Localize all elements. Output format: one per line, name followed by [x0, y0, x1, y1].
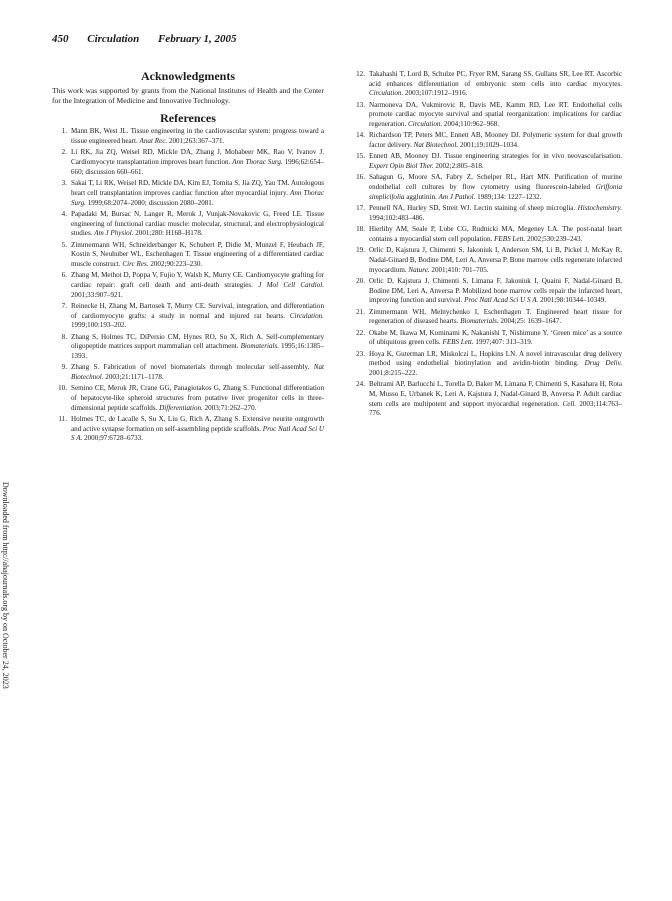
- reference-item: [350, 329, 622, 348]
- reference-item: [52, 127, 324, 146]
- reference-item: [52, 363, 324, 382]
- reference-item: [52, 271, 324, 300]
- reference-item: [350, 380, 622, 419]
- reference-text: Sahagun G, Moore SA, Fabry Z, Schelper RL, Hart MN. Purification of murine endothelial cell cultures by flow cytometry using fluorescein-labeled Griffonia simplicifolia agglutinin. Am J Pathol. 1989;134: 1227–1232.: [369, 173, 622, 201]
- reference-item: [350, 173, 622, 202]
- right-column: [350, 70, 622, 421]
- reference-text: Richardson TP, Peters MC, Ennett AB, Mooney DJ. Polymeric system for dual growth factor delivery. Nat Biotechnol. 2001;19:1029–1034.: [369, 131, 622, 150]
- reference-item: [350, 152, 622, 171]
- reference-text: Papadaki M, Bursac N, Langer R, Merok J, Vunjak-Novakovic G, Freed LE. Tissue engineering of functional cardiac muscle: molecular, structural, and electrophysiological studies. Am J Physiol. 2001;280: H168–H178.: [71, 209, 324, 238]
- download-watermark: Downloaded from http://ahajournals.org by on October 24, 2023: [1, 482, 10, 689]
- reference-text: Li RK, Jia ZQ, Weisel RD, Mickle DA, Zhang J, Mohabeer MK, Rao V, Ivanov J. Cardiomyocyte transplantation improves heart function. Ann Thorac Surg. 1996;62:654–660; discussion 660–661.: [71, 148, 325, 176]
- reference-text: Ennett AB, Mooney DJ. Tissue engineering strategies for in vivo neovascularisation. Expert Opin Biol Ther. 2002;2:805–818.: [369, 152, 622, 171]
- reference-number: 20.: [356, 276, 365, 285]
- reference-text: Hoya K, Guterman LR, Miskolczi L, Hopkins LN. A novel intravascular drug delivery method using endothelial biotinylation and avidin-biotin binding. Drug Deliv. 2001;8:215–222.: [369, 349, 622, 377]
- reference-text: Reinecke H, Zhang M, Bartosek T, Murry CE. Survival, integration, and differentiation of cardiomyocyte grafts: a study in normal and injured rat hearts. Circulation. 1999;100:193–202.: [71, 301, 324, 330]
- reference-text: Zhang S. Fabrication of novel biomaterials through molecular self-assembly. Nat Biotechnol. 2003;21:1171–1178.: [71, 363, 324, 382]
- reference-text: Zhang M, Methot D, Poppa V, Fujio Y, Walsh K, Murry CE. Cardiomyocyte grafting for cardiac repair: graft cell death and anti-death strategies. J Mol Cell Cardiol. 2001;33:907–921.: [71, 271, 324, 299]
- page-number: 450: [52, 33, 69, 45]
- reference-number: 6.: [61, 271, 67, 280]
- reference-item: [350, 204, 622, 223]
- reference-number: 21.: [356, 307, 365, 316]
- reference-text: Zimmermann WH, Melnychenko I, Eschenhagen T. Engineered heart tissue for regeneration of diseased hearts. Biomaterials. 2004;25: 1639–1647.: [369, 307, 622, 326]
- reference-item: [350, 308, 622, 327]
- reference-text: Holmes TC, de Lacalle S, Su X, Liu G, Rich A, Zhang S. Extensive neurite outgrowth and active synapse formation on self-assembling peptide scaffolds. Proc Natl Acad Sci U S A. 2000;97:6728–6733.: [71, 415, 324, 443]
- reference-text: Semino CE, Merok JR, Crane GG, Panagiotakos G, Zhang S. Functional differentiation of hepatocyte-like spheroid structures from putative liver progenitor cells in three-dimensional peptide scaffolds. Differentiation. 2003;71:262–270.: [71, 384, 324, 412]
- reference-number: 9.: [61, 363, 67, 372]
- reference-list-left: [52, 127, 324, 444]
- reference-text: Narmoneva DA, Vukmirovic R, Davis ME, Kamm RD, Lee RT. Endothelial cells promote cardiac myocyte survival and spatial reorganization: implications for cardiac regeneration. Circulation. 2004;110:962–968.: [369, 100, 622, 129]
- reference-text: Takahashi T, Lord B, Schulze PC, Fryer RM, Sarang SS, Gullans SR, Lee RT. Ascorbic acid enhances differentiation of embryonic stem cells into cardiac myocytes. Circulation. 2003;107:1912–1916.: [369, 70, 622, 98]
- reference-item: [350, 131, 622, 150]
- reference-text: Mann BK, West JL. Tissue engineering in the cardiovascular system: progress toward a tissue engineered heart. Anat Rec. 2001;263:367–371.: [71, 127, 324, 146]
- references-heading: References: [160, 110, 216, 125]
- reference-item: [52, 415, 324, 444]
- reference-item: [52, 148, 324, 177]
- reference-number: 22.: [356, 328, 365, 337]
- running-header: [52, 33, 253, 45]
- reference-number: 11.: [58, 415, 67, 424]
- reference-item: [350, 225, 622, 244]
- reference-item: [350, 70, 622, 99]
- reference-number: 1.: [61, 127, 67, 136]
- reference-item: [52, 302, 324, 331]
- reference-item: [52, 384, 324, 413]
- reference-text: Orlic D, Kajstura J, Chimenti S, Jakoniuk I, Anderson SM, Li B, Pickel J, McKay R, Nadal-Ginard B, Bodine DM, Leri A, Anversa P. Bone marrow cells regenerate infarcted myocardium. Nature. 2001;410: 701–705.: [369, 246, 622, 274]
- reference-number: 4.: [61, 209, 67, 218]
- reference-text: Okabe M, Ikawa M, Kominami K, Nakanishi T, Nishimune Y. ‘Green mice’ as a source of ubiquitous green cells. FEBS Lett. 1997;407: 313–319.: [369, 328, 622, 347]
- acknowledgments-heading: Acknowledgments: [140, 69, 235, 83]
- reference-number: 12.: [356, 70, 365, 78]
- reference-number: 3.: [61, 179, 67, 188]
- reference-item: [350, 246, 622, 275]
- reference-text: Sakai T, Li RK, Weisel RD, Mickle DA, Kim EJ, Tomita S, Jia ZQ, Yau TM. Autologous heart cell transplantation improves cardiac function after myocardial injury. Ann Thorac Surg. 1999;68:2074–2080; discussion 2080–2081.: [71, 179, 324, 207]
- journal-name: Circulation: [87, 33, 140, 45]
- reference-number: 19.: [356, 246, 365, 255]
- reference-text: Pennell NA, Hurley SD, Streit WJ. Lectin staining of sheep microglia. Histochemistry. 1994;102:483–486.: [369, 204, 622, 222]
- reference-item: [52, 179, 324, 208]
- reference-number: 14.: [356, 131, 365, 140]
- acknowledgments-text: This work was supported by grants from the National Institutes of Health and the Center for the Integration of Medicine and Innovative Technology.: [52, 85, 324, 105]
- reference-text: Orlic D, Kajstura J, Chimenti S, Limana F, Jakoniuk I, Quaini F, Nadal-Ginard B, Bodine DM, Leri A, Anversa P. Mobilized bone marrow cells repair the infarcted heart, improving function and survival. Proc Natl Acad Sci U S A. 2001;98:10344–10349.: [369, 276, 622, 305]
- reference-number: 10.: [58, 384, 67, 393]
- reference-number: 18.: [356, 225, 365, 234]
- reference-number: 2.: [61, 148, 67, 157]
- reference-item: [52, 333, 324, 362]
- reference-item: [350, 350, 622, 379]
- reference-number: 17.: [356, 204, 365, 213]
- reference-text: Zimmermann WH, Schneiderbanger K, Schubert P, Didie M, Munzel F, Heubach JF, Kostin S, Neuhuber WL, Eschenhagen T. Tissue engineering of a differentiated cardiac muscle construct. Circ Res. 2002;90:223–230.: [71, 240, 324, 268]
- left-column: [52, 70, 324, 446]
- reference-number: 16.: [356, 173, 365, 182]
- reference-number: 13.: [356, 100, 365, 109]
- reference-number: 5.: [61, 240, 67, 249]
- reference-item: [350, 277, 622, 306]
- reference-list-right: [350, 70, 622, 419]
- reference-text: Hierlihy AM, Seale P, Lobe CG, Rudnicki MA, Megeney LA. The post-natal heart contains a myocardial stem cell population. FEBS Lett. 2002;530:239–243.: [369, 225, 622, 243]
- issue-date: February 1, 2005: [157, 33, 237, 45]
- reference-item: [350, 101, 622, 130]
- reference-number: 8.: [61, 332, 67, 341]
- reference-text: Beltrami AP, Barlucchi L, Torella D, Baker M, Limana F, Chimenti S, Kasahara H, Rota M, Musso E, Urbanek K, Leri A, Kajstura J, Nadal-Ginard B, Anversa P. Adult cardiac stem cells are multipotent and support myocardial regeneration. Cell. 2003;114:763–776.: [369, 380, 623, 418]
- reference-number: 7.: [61, 301, 67, 310]
- reference-number: 24.: [356, 380, 365, 389]
- reference-text: Zhang S, Holmes TC, DiPersio CM, Hynes RO, Su X, Rich A. Self-complementary oligopeptide matrices support mammalian cell attachment. Biomaterials. 1995;16:1385–1393.: [71, 332, 325, 361]
- reference-number: 15.: [356, 152, 365, 161]
- reference-item: [52, 210, 324, 239]
- reference-number: 23.: [356, 349, 365, 358]
- reference-item: [52, 241, 324, 270]
